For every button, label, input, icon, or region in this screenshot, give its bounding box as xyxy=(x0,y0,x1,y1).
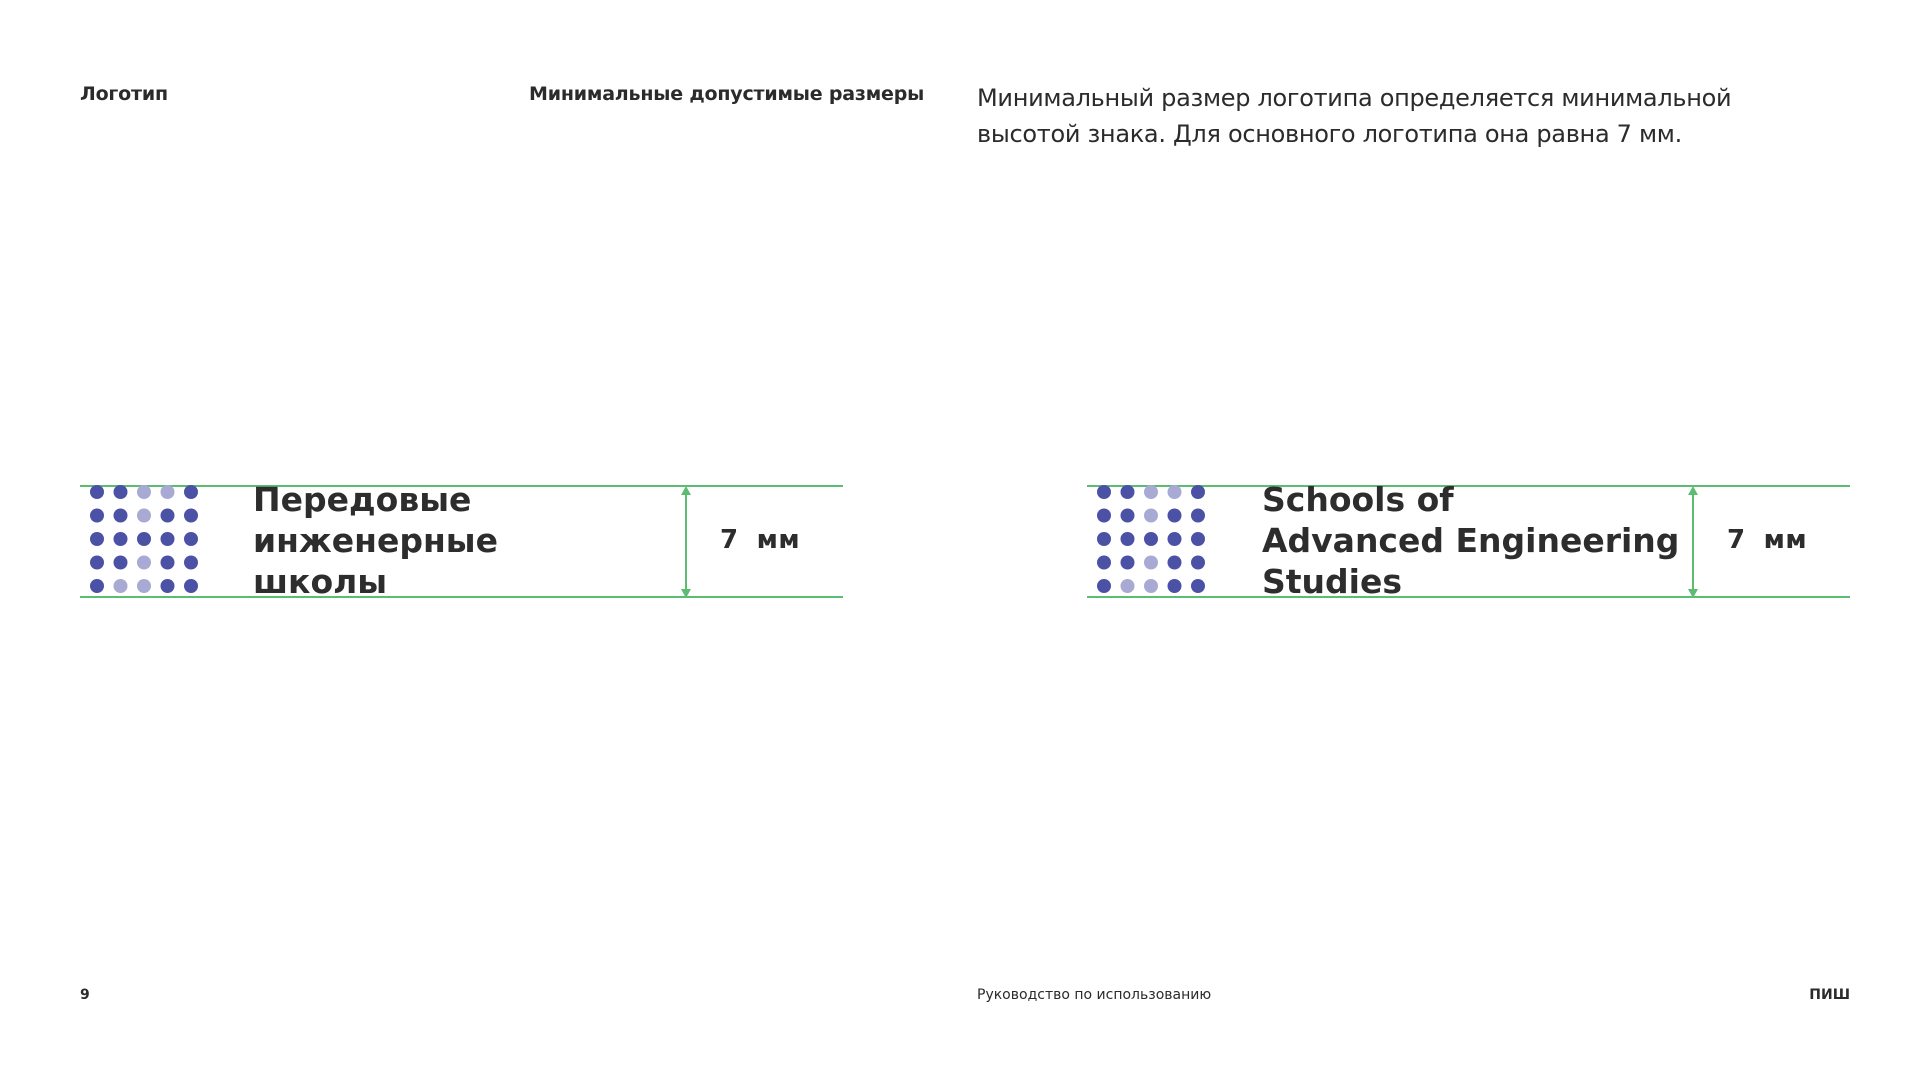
logo-dot-mark xyxy=(90,485,210,599)
logo-wordmark-russian xyxy=(253,479,498,602)
logo-dot xyxy=(1097,509,1111,523)
logo-dot xyxy=(1191,485,1205,499)
logo-dot xyxy=(1144,532,1158,546)
logo-dot xyxy=(161,556,175,570)
logo-dot xyxy=(1097,579,1111,593)
logo-russian-block xyxy=(80,480,843,601)
page-number: 9 xyxy=(80,987,90,1003)
logo-dot xyxy=(184,485,198,499)
logo-dot xyxy=(137,532,151,546)
logo-line-1: Schools of xyxy=(1262,480,1454,519)
logo-dot xyxy=(90,485,104,499)
dimension-unit: мм xyxy=(756,525,801,555)
logo-dot xyxy=(1191,532,1205,546)
logo-dot xyxy=(184,532,198,546)
logo-dot xyxy=(1121,556,1135,570)
logo-dot xyxy=(90,556,104,570)
logo-dot xyxy=(137,485,151,499)
logo-dot xyxy=(114,556,128,570)
logo-dot xyxy=(161,485,175,499)
logo-dot xyxy=(1144,579,1158,593)
logo-line-3: Studies xyxy=(1262,562,1402,601)
logo-dot xyxy=(1168,579,1182,593)
dimension-value: 7 xyxy=(720,525,739,555)
dimension-label xyxy=(1727,525,1807,555)
logo-dot xyxy=(184,509,198,523)
logo-dot xyxy=(1097,532,1111,546)
logo-dot xyxy=(1191,556,1205,570)
logo-dot xyxy=(114,485,128,499)
logo-dot xyxy=(137,509,151,523)
logo-dot xyxy=(1168,485,1182,499)
logo-line-2: Advanced Engineering xyxy=(1262,521,1680,560)
logo-dot xyxy=(184,579,198,593)
dimension-label xyxy=(720,525,800,555)
logo-dot xyxy=(1191,579,1205,593)
logo-dot xyxy=(161,532,175,546)
logo-wordmark-english xyxy=(1262,479,1679,602)
logo-line-3: школы xyxy=(253,562,388,601)
logo-dot xyxy=(1097,556,1111,570)
logo-line-1: Передовые xyxy=(253,480,472,519)
logo-dot xyxy=(114,579,128,593)
logo-dot xyxy=(90,579,104,593)
logo-dot xyxy=(1097,485,1111,499)
height-dimension-arrow xyxy=(1686,485,1700,599)
brand-label: ПИШ xyxy=(1809,987,1850,1003)
dimension-value: 7 xyxy=(1727,525,1746,555)
logo-dot xyxy=(161,509,175,523)
logo-dot xyxy=(1168,509,1182,523)
logo-dot xyxy=(114,532,128,546)
logo-dot xyxy=(1144,556,1158,570)
logo-dot xyxy=(114,509,128,523)
logo-dot xyxy=(90,532,104,546)
logo-dot xyxy=(1121,579,1135,593)
logo-dot xyxy=(1144,485,1158,499)
description-text: Минимальный размер логотипа определяется минимальной высотой знака. Для основного логотипа она равна 7 мм. xyxy=(977,84,1732,148)
logo-dot xyxy=(1168,532,1182,546)
logo-dot xyxy=(184,556,198,570)
logo-line-2: инженерные xyxy=(253,521,498,560)
logo-dot xyxy=(1168,556,1182,570)
logo-dot xyxy=(1191,509,1205,523)
logo-dot xyxy=(90,509,104,523)
logo-english-block xyxy=(1087,480,1850,601)
subsection-title: Минимальные допустимые размеры xyxy=(529,83,925,105)
guide-title: Руководство по использованию xyxy=(977,987,1212,1003)
logo-dot xyxy=(137,579,151,593)
height-dimension-arrow xyxy=(679,485,693,599)
logo-dot xyxy=(1121,509,1135,523)
logo-dot xyxy=(1144,509,1158,523)
logo-dot xyxy=(161,579,175,593)
logo-dot xyxy=(1121,532,1135,546)
logo-dot xyxy=(1121,485,1135,499)
logo-dot-mark xyxy=(1097,485,1217,599)
section-title: Логотип xyxy=(80,83,168,105)
logo-dot xyxy=(137,556,151,570)
dimension-unit: мм xyxy=(1763,525,1808,555)
